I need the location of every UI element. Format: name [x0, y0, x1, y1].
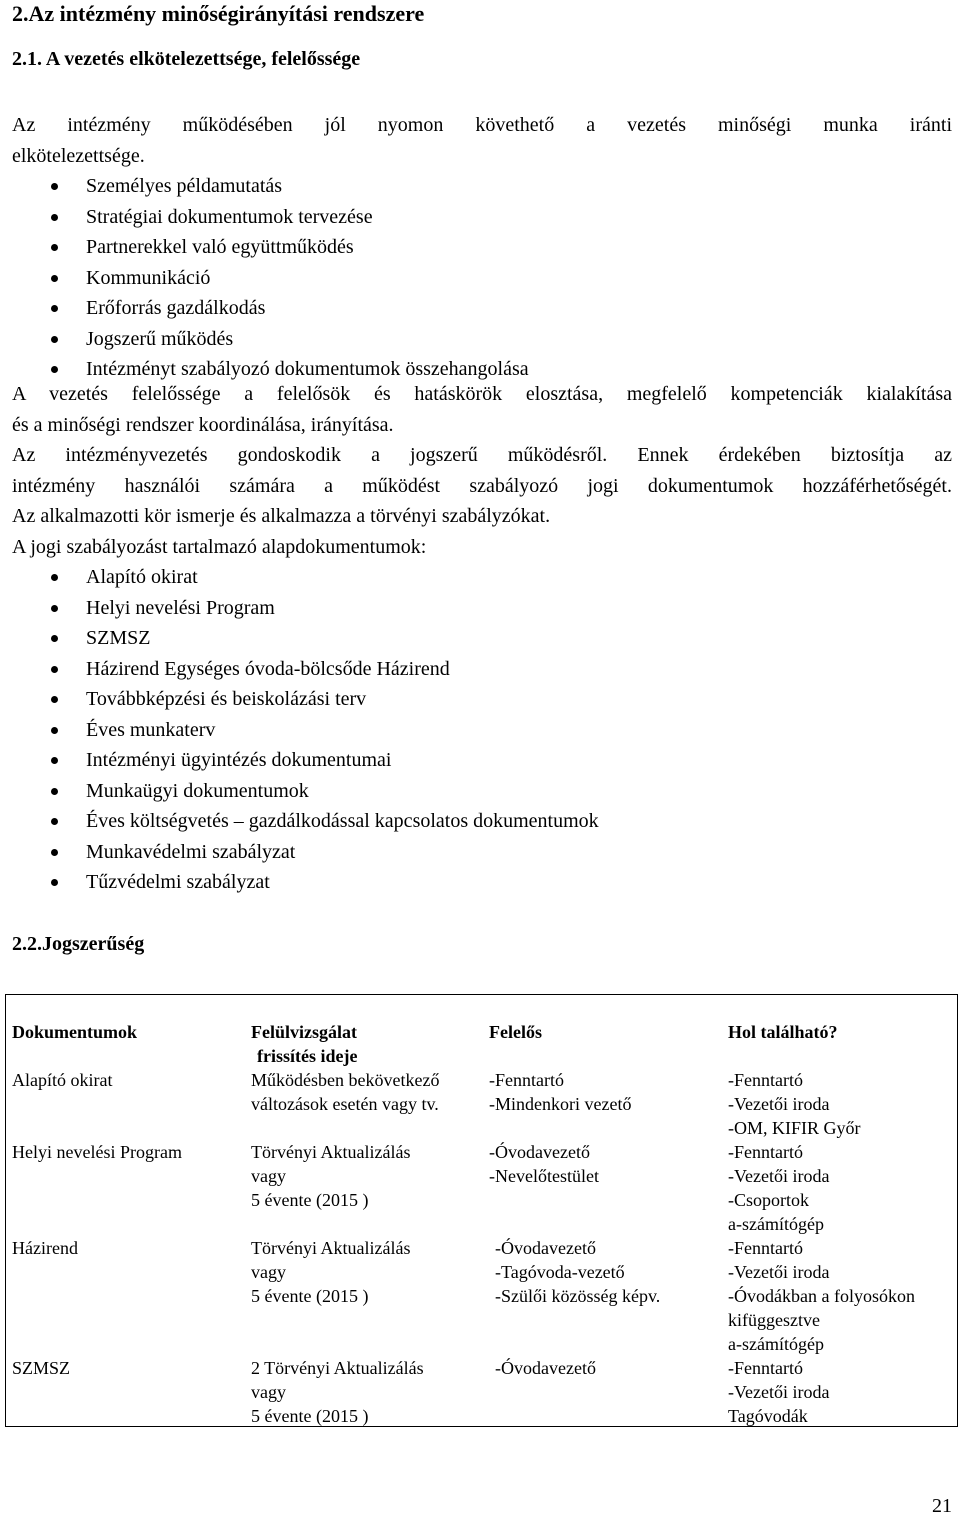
bullet-item: Intézményi ügyintézés dokumentumai [12, 745, 952, 776]
bullet-dot-icon [51, 214, 58, 221]
table-row-2-responsible: -Óvodavezető -Nevelőtestület [489, 1142, 599, 1186]
commitment-bullet-list [12, 171, 952, 385]
page-number: 21 [932, 1495, 952, 1517]
section-heading-2-2: 2.2.Jogszerűség [12, 933, 145, 955]
table-row-4-location: -Fenntartó -Vezetői iroda Tagóvodák [728, 1358, 830, 1426]
bullet-dot-icon [51, 818, 58, 825]
bullet-dot-icon [51, 366, 58, 373]
bullet-dot-icon [51, 727, 58, 734]
table-header-location: Hol található? [728, 1022, 838, 1042]
bullet-dot-icon [51, 757, 58, 764]
bullet-item: Stratégiai dokumentumok tervezése [12, 202, 952, 233]
bullet-item: Partnerekkel való együttműködés [12, 232, 952, 263]
para3: A jogi szabályozást tartalmazó alapdokumentumok: [12, 535, 427, 558]
bullet-item: Személyes példamutatás [12, 171, 952, 202]
bullet-dot-icon [51, 183, 58, 190]
bullet-item: Kommunikáció [12, 263, 952, 294]
documents-table [5, 994, 958, 1427]
para1-line-1: A vezetés felelőssége a felelősök és hatáskörök elosztása, megfelelő kompetenciák kialakítása [12, 383, 952, 405]
intro-block [12, 110, 952, 385]
bullet-dot-icon [51, 635, 58, 642]
section-heading-2-1: 2.1. A vezetés elkötelezettsége, felelőssége [12, 48, 361, 70]
table-row-1-location: -Fenntartó -Vezetői iroda -OM, KIFIR Győr [728, 1070, 861, 1138]
bullet-dot-icon [51, 574, 58, 581]
bullet-dot-icon [51, 605, 58, 612]
para1-line-2: és a minőségi rendszer koordinálása, irányítása. [12, 413, 394, 436]
bullet-dot-icon [51, 849, 58, 856]
bullet-item: Éves költségvetés – gazdálkodással kapcsolatos dokumentumok [12, 806, 952, 837]
bullet-item: Házirend Egységes óvoda-bölcsőde Házirend [12, 654, 952, 685]
bullet-dot-icon [51, 696, 58, 703]
bullet-dot-icon [51, 275, 58, 282]
table-row-3-location: -Fenntartó -Vezetői iroda -Óvodákban a folyosókon kifüggesztve a-számítógép [728, 1238, 915, 1354]
bullet-dot-icon [51, 666, 58, 673]
bullet-item: Tűzvédelmi szabályzat [12, 867, 952, 898]
table-row-4-document: SZMSZ [12, 1358, 71, 1378]
bullet-item: Jogszerű működés [12, 324, 952, 355]
table-row-2-review: Törvényi Aktualizálás vagy 5 évente (2015 ) [251, 1142, 411, 1210]
intro-line-2: elkötelezettsége. [12, 144, 145, 167]
bullet-item: Erőforrás gazdálkodás [12, 293, 952, 324]
table-row-4-review: 2 Törvényi Aktualizálás vagy 5 évente (2015 ) [251, 1358, 424, 1426]
chapter-heading: 2.Az intézmény minőségirányítási rendszere [12, 1, 425, 26]
table-header-responsible: Felelős [489, 1022, 542, 1042]
table-header-documents: Dokumentumok [12, 1022, 138, 1042]
intro-line-1: Az intézmény működésében jól nyomon követhető a vezetés minőségi munka iránti [12, 114, 952, 136]
bullet-dot-icon [51, 788, 58, 795]
table-row-1-document: Alapító okirat [12, 1070, 113, 1090]
bullet-item: SZMSZ [12, 623, 952, 654]
table-row-4-responsible: -Óvodavezető [495, 1358, 596, 1378]
table-row-3-document: Házirend [12, 1238, 78, 1258]
para2-line-1: Az intézményvezetés gondoskodik a jogszerű működésről. Ennek érdekében biztosítja az [12, 444, 952, 466]
bullet-item: Továbbképzési és beiskolázási terv [12, 684, 952, 715]
table-row-1-review: Működésben bekövetkező változások esetén vagy tv. [251, 1070, 440, 1114]
table-row-1-responsible: -Fenntartó -Mindenkori vezető [489, 1070, 632, 1114]
table-row-3-review: Törvényi Aktualizálás vagy 5 évente (2015 ) [251, 1238, 411, 1306]
para2-line-2: intézmény használói számára a működést szabályozó jogi dokumentumok hozzáférhetőségét. [12, 474, 952, 497]
legal-documents-bullet-list [12, 562, 952, 898]
bullet-item: Munkaügyi dokumentumok [12, 776, 952, 807]
bullet-item: Munkavédelmi szabályzat [12, 837, 952, 868]
para2-line-3: Az alkalmazotti kör ismerje és alkalmazza a törvényi szabályzókat. [12, 505, 551, 527]
bullet-item: Alapító okirat [12, 562, 952, 593]
table-header-review: Felülvizsgálat frissítés ideje [251, 1022, 358, 1066]
bullet-dot-icon [51, 244, 58, 251]
table-row-2-document: Helyi nevelési Program [12, 1142, 182, 1162]
table-row-3-responsible: -Óvodavezető -Tagóvoda-vezető -Szülői közösség képv. [495, 1238, 661, 1306]
table-row-2-location: -Fenntartó -Vezetői iroda -Csoportok a-számítógép [728, 1142, 830, 1234]
bullet-dot-icon [51, 879, 58, 886]
bullet-item: Intézményt szabályozó dokumentumok összehangolása [12, 354, 952, 385]
bullet-item: Helyi nevelési Program [12, 593, 952, 624]
responsibility-block [12, 379, 952, 898]
bullet-dot-icon [51, 336, 58, 343]
bullet-item: Éves munkaterv [12, 715, 952, 746]
bullet-dot-icon [51, 305, 58, 312]
